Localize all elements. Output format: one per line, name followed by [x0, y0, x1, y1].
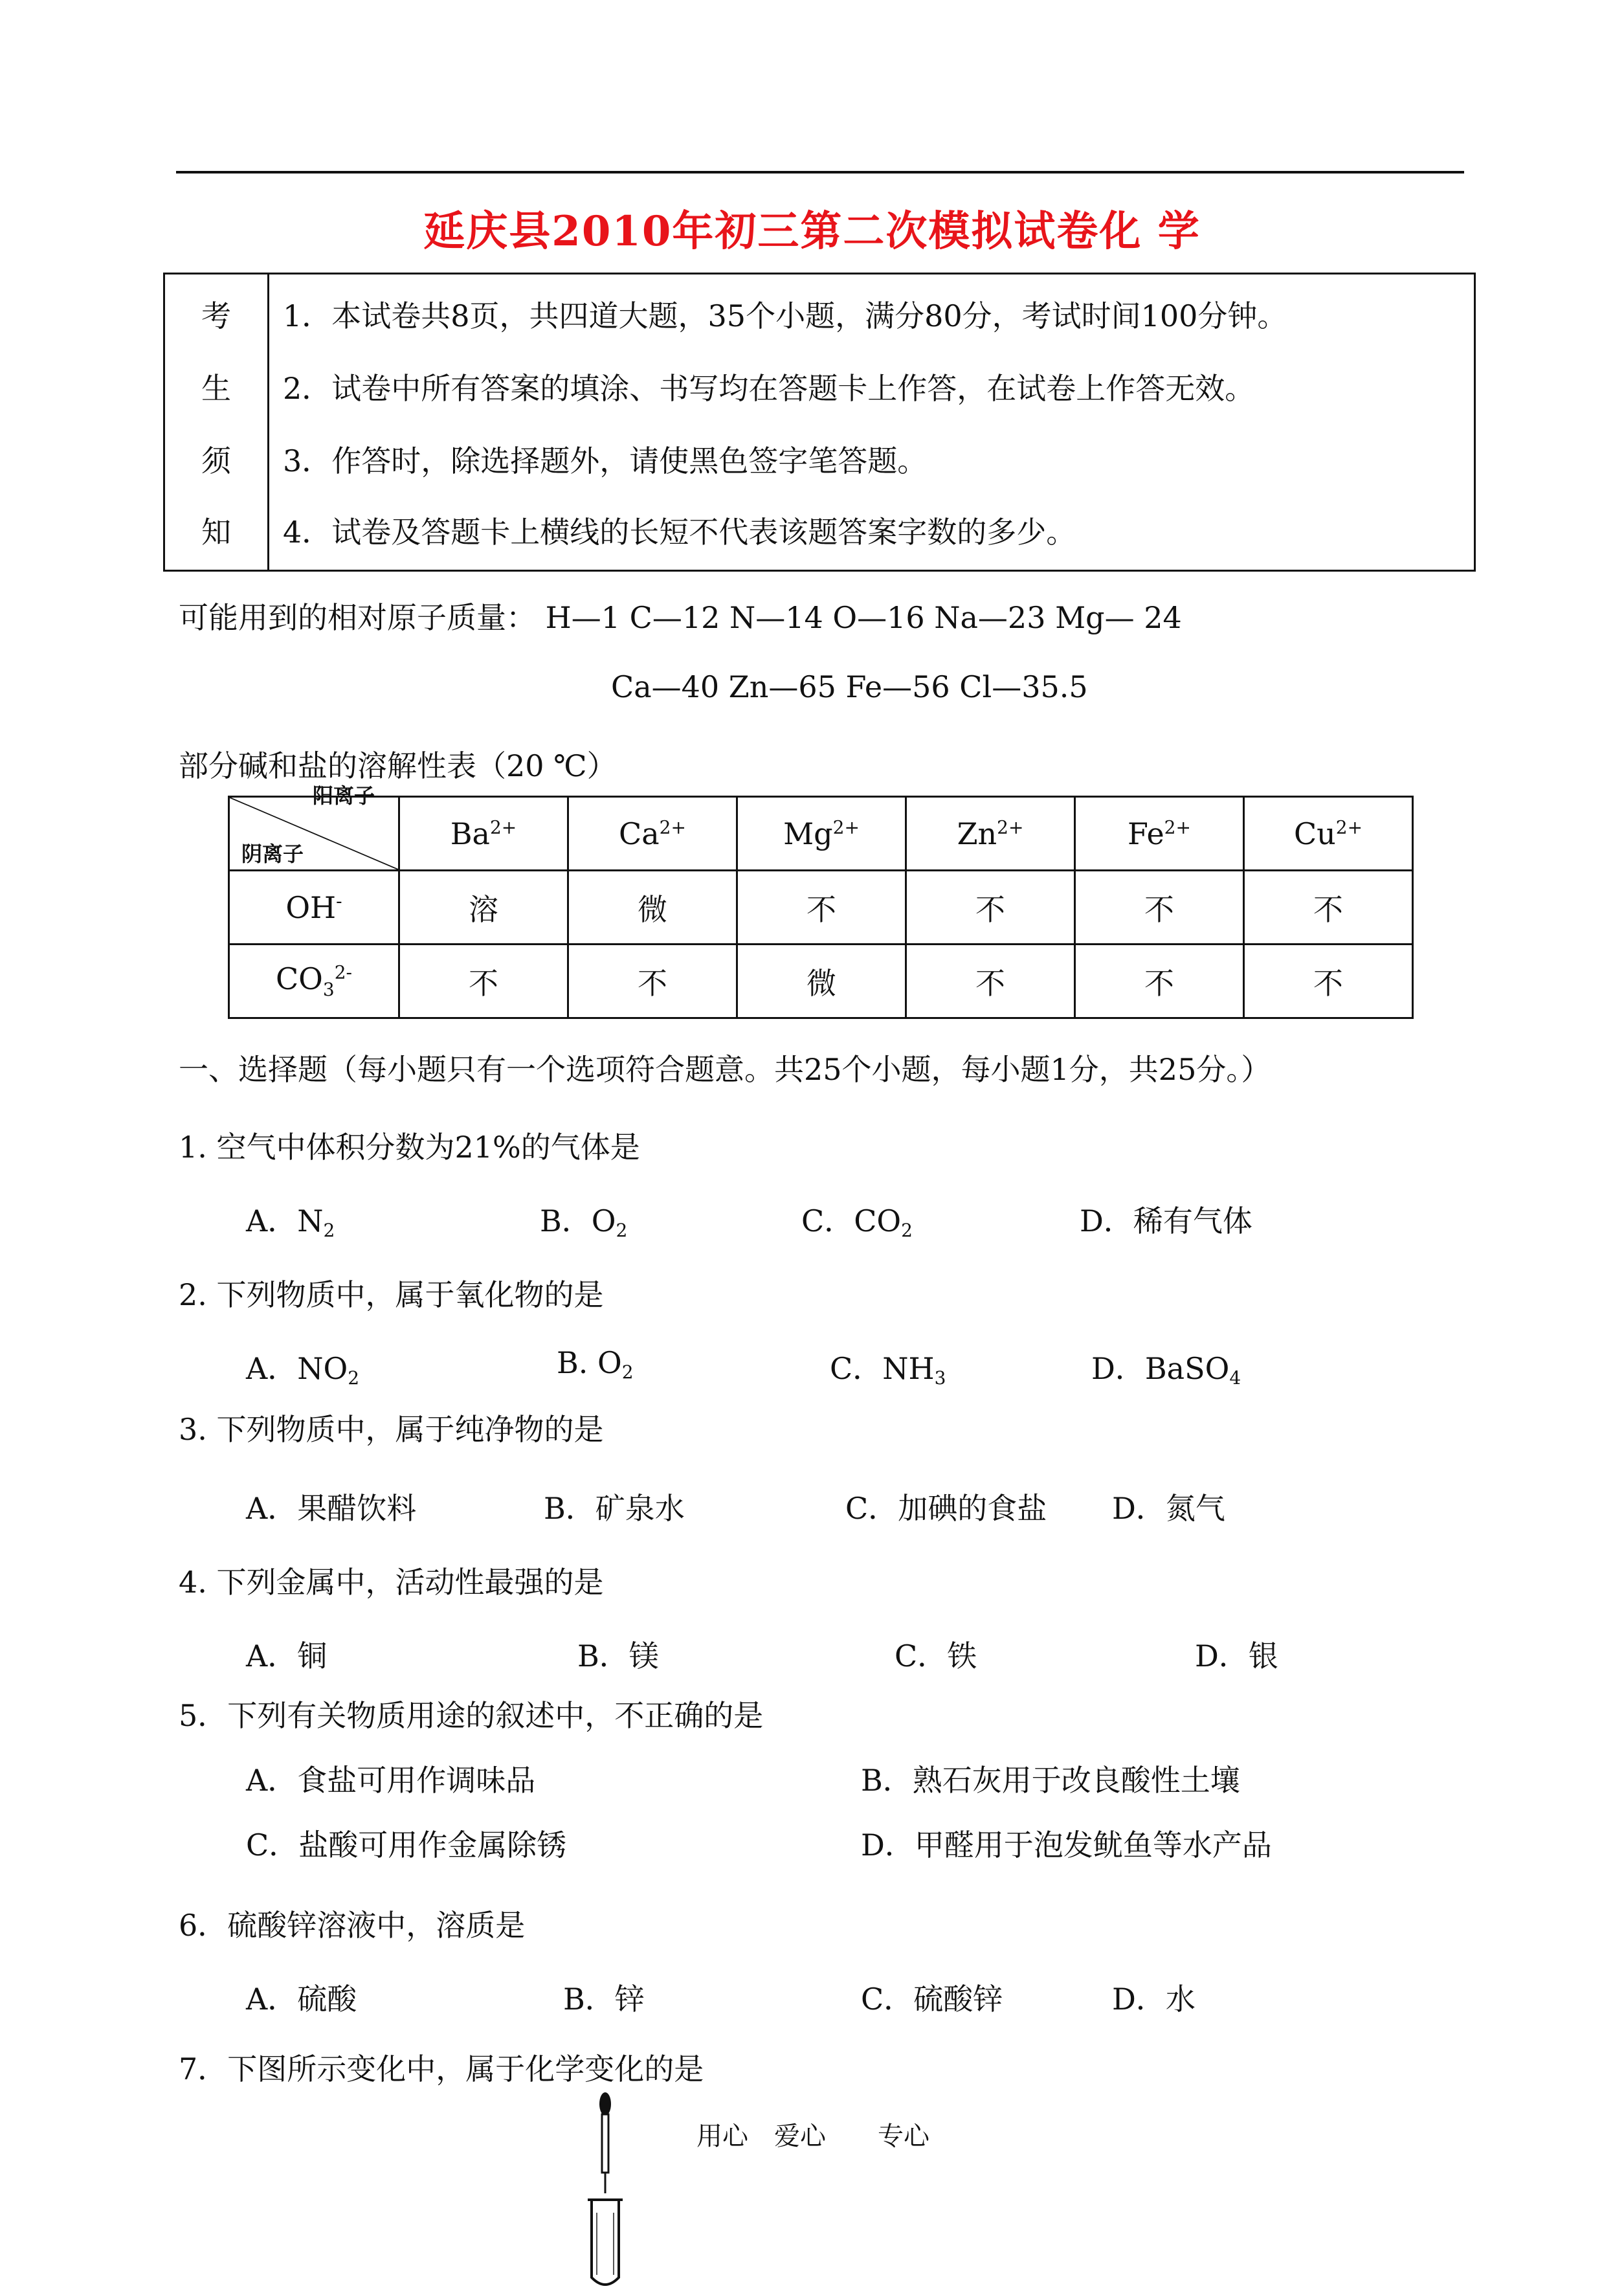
question-stem: 1. 空气中体积分数为21%的气体是 — [179, 1130, 640, 1165]
option-b: B．熟石灰用于改良酸性土壤 — [861, 1763, 1240, 1798]
option-c: C．硫酸锌 — [861, 1982, 1003, 2017]
solubility-cell: 不 — [399, 945, 568, 1018]
solubility-table — [228, 783, 1414, 1019]
option-a: A．食盐可用作调味品 — [246, 1763, 536, 1798]
notice-label: 生 — [201, 371, 231, 406]
option-c: C．$CO_2$ — [801, 1203, 913, 1241]
corner-cation-label: 阳离子 — [313, 783, 375, 808]
atomic-mass-line-2: Ca—40 Zn—65 Fe—56 Cl—35.5 — [611, 669, 1088, 704]
notice-line: 2．试卷中所有答案的填涂、书写均在答题卡上作答，在试卷上作答无效。 — [283, 371, 1255, 406]
option-c: C．盐酸可用作金属除锈 — [246, 1828, 567, 1862]
table-row — [229, 945, 1413, 1018]
page-footer: 用心 爱心 专心 — [696, 2121, 929, 2151]
option-a: A．$N_2$ — [246, 1203, 335, 1241]
table-corner-cell — [229, 783, 399, 871]
anion-header: $CO_3^{2-}$ — [229, 945, 399, 1018]
option-b: B．矿泉水 — [544, 1491, 685, 1526]
solubility-cell: 不 — [1075, 945, 1244, 1018]
option-b: B．锌 — [563, 1982, 645, 2017]
atomic-mass-line-1: 可能用到的相对原子质量： H—1 C—12 N—14 O—16 Na—23 Mg— 24 — [179, 600, 1182, 635]
solubility-cell: 不 — [1075, 871, 1244, 945]
option-c: C．加碘的食盐 — [845, 1491, 1047, 1526]
notice-line: 3．作答时，除选择题外，请使黑色签字笔答题。 — [283, 443, 928, 478]
solubility-cell: 微 — [737, 945, 906, 1018]
question-stem: 4. 下列金属中，活动性最强的是 — [179, 1565, 604, 1600]
option-a: A．硫酸 — [246, 1982, 357, 2017]
solubility-cell: 不 — [568, 945, 737, 1018]
notice-divider — [267, 274, 269, 570]
solubility-cell: 不 — [906, 945, 1075, 1018]
cation-header: $Ca^{2+}$ — [568, 797, 737, 871]
option-d: D．银 — [1195, 1639, 1278, 1673]
exam-notice-box — [163, 273, 1476, 572]
option-b: B．$O_2$ — [540, 1203, 628, 1241]
solubility-cell: 溶 — [399, 871, 568, 945]
option-a: A．果醋饮料 — [246, 1491, 417, 1526]
dropper-test-tube-figure — [583, 2090, 628, 2290]
cation-header: $Cu^{2+}$ — [1244, 797, 1413, 871]
cation-header: $Mg^{2+}$ — [737, 797, 906, 871]
option-a: A．$NO_2$ — [246, 1351, 360, 1389]
option-d: D．水 — [1112, 1982, 1196, 2017]
solubility-cell: 微 — [568, 871, 737, 945]
option-a: A．铜 — [246, 1639, 328, 1673]
cation-header: $Ba^{2+}$ — [399, 797, 568, 871]
table-row — [229, 871, 1413, 945]
option-c: C．$NH_3$ — [830, 1351, 946, 1389]
solubility-cell: 不 — [737, 871, 906, 945]
page-title: 延庆县2010年初三第二次模拟试卷化 学 — [423, 207, 1201, 256]
section-heading: 一、选择题（每小题只有一个选项符合题意。共25个小题，每小题1分，共25分。） — [179, 1052, 1271, 1087]
notice-label: 考 — [201, 298, 231, 333]
notice-line: 1．本试卷共8页，共四道大题，35个小题，满分80分，考试时间100分钟。 — [283, 298, 1287, 333]
table-header-row — [229, 797, 1413, 871]
option-b: B．镁 — [577, 1639, 659, 1673]
option-d: D．甲醛用于泡发鱿鱼等水产品 — [861, 1828, 1272, 1862]
solubility-cell: 不 — [906, 871, 1075, 945]
notice-line: 4．试卷及答题卡上横线的长短不代表该题答案字数的多少。 — [283, 515, 1076, 550]
solubility-caption: 部分碱和盐的溶解性表（20 ℃） — [179, 748, 617, 783]
solubility-cell: 不 — [1244, 871, 1413, 945]
corner-anion-label: 阴离子 — [241, 842, 304, 866]
cation-header: $Fe^{2+}$ — [1075, 797, 1244, 871]
question-stem: 6．硫酸锌溶液中，溶质是 — [179, 1908, 526, 1943]
anion-header: OH- — [229, 871, 399, 945]
question-stem: 7．下图所示变化中，属于化学变化的是 — [179, 2052, 704, 2086]
option-b: B. $O_2$ — [557, 1345, 634, 1383]
option-d: D．氮气 — [1112, 1491, 1225, 1526]
question-stem: 5．下列有关物质用途的叙述中，不正确的是 — [179, 1698, 764, 1733]
cation-header: $Zn^{2+}$ — [906, 797, 1075, 871]
option-c: C．铁 — [895, 1639, 977, 1673]
notice-label: 须 — [201, 443, 231, 478]
option-d: D．BaSO$_4$ — [1091, 1351, 1241, 1389]
question-stem: 3. 下列物质中，属于纯净物的是 — [179, 1412, 604, 1447]
notice-label: 知 — [201, 515, 231, 550]
option-d: D．稀有气体 — [1080, 1203, 1252, 1238]
question-stem: 2. 下列物质中，属于氧化物的是 — [179, 1277, 604, 1312]
solubility-cell: 不 — [1244, 945, 1413, 1018]
top-rule — [176, 171, 1464, 173]
